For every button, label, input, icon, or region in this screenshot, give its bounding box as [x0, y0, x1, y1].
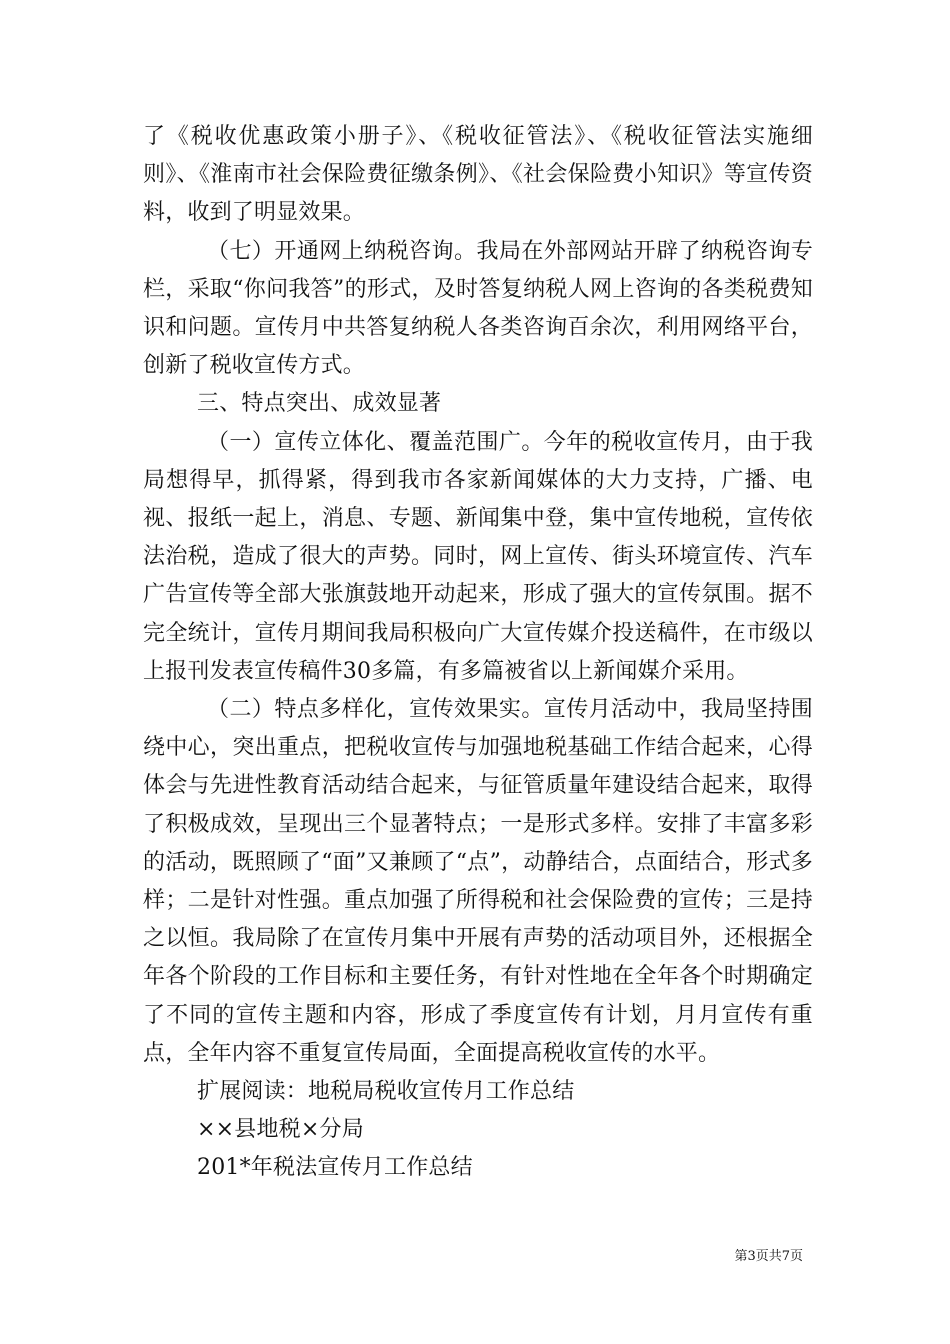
report-title: 201*年税法宣传月工作总结 — [197, 1155, 473, 1181]
paragraph-publicity-coverage: （一）宣传立体化、覆盖范围广。今年的税收宣传月，由于我局想得早，抓得紧，得到我市各家新闻媒体的大力支持，广播、电视、报纸一起上，消息、专题、新闻集中登，集中宣传地税，宣传依法治税，造成了很大的声势。同时，网上宣传、街头环境宣传、汽车广告宣传等全部大张旗鼓地开动起来，形成了强大的宣传氛围。据不完全统计，宣传月期间我局积极向广大宣传媒介投送稿件，在市级以上报刊发表宣传稿件30多篇，有多篇被省以上新闻媒介采用。 — [143, 429, 813, 684]
paragraph-diverse-features: （二）特点多样化，宣传效果实。宣传月活动中，我局坚持围绕中心，突出重点，把税收宣传与加强地税基础工作结合起来，心得体会与先进性教育活动结合起来，与征管质量年建设结合起来，取得了积极成效，呈现出三个显著特点；一是形式多样。安排了丰富多彩的活动，既照顾了“面”又兼顾了“点”，动静结合，点面结合，形式多样；二是针对性强。重点加强了所得税和社会保险费的宣传；三是持之以恒。我局除了在宣传月集中开展有声势的活动项目外，还根据全年各个阶段的工作目标和主要任务，有针对性地在全年各个时期确定了不同的宣传主题和内容，形成了季度宣传有计划，月月宣传有重点，全年内容不重复宣传局面，全面提高税收宣传的水平。 — [143, 697, 813, 1066]
paragraph-continuation: 了《税收优惠政策小册子》、《税收征管法》、《税收征管法实施细则》、《淮南市社会保险费征缴条例》、《社会保险费小知识》等宣传资料，收到了明显效果。 — [143, 124, 813, 226]
section-heading-three: 三、特点突出、成效显著 — [197, 391, 442, 417]
paragraph-online-consulting: （七）开通网上纳税咨询。我局在外部网站开辟了纳税咨询专栏，采取“你问我答”的形式，及时答复纳税人网上咨询的各类税费知识和问题。宣传月中共答复纳税人各类咨询百余次，利用网络平台，创新了税收宣传方式。 — [143, 238, 813, 379]
page-number-footer: 第3页共7页 — [734, 1249, 803, 1264]
bureau-name: ××县地税×分局 — [197, 1117, 364, 1143]
extended-reading-title: 扩展阅读：地税局税收宣传月工作总结 — [197, 1079, 575, 1105]
document-body — [143, 118, 813, 1188]
